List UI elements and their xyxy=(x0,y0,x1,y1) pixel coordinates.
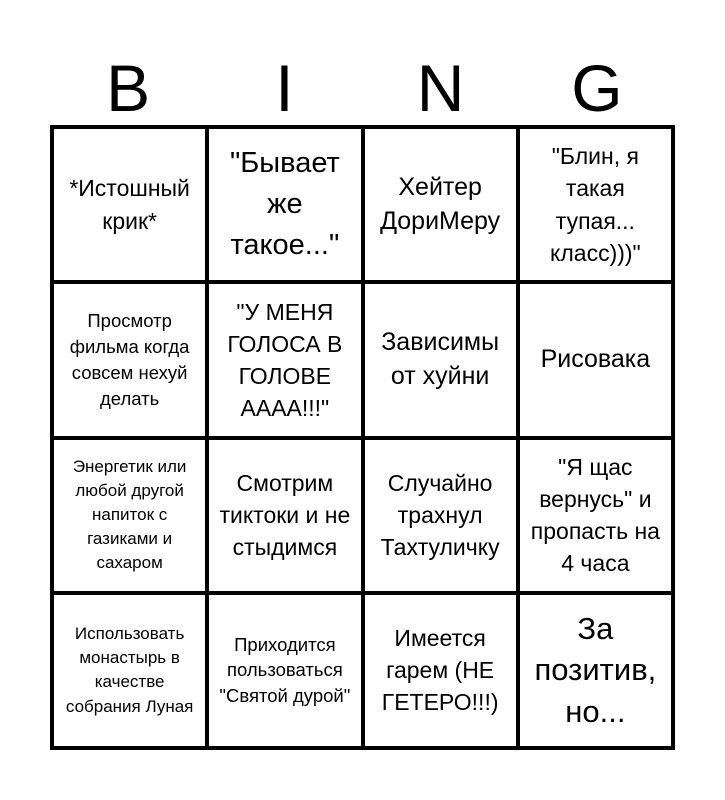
bingo-cell-r3c2[interactable] xyxy=(209,440,360,591)
header-letter-n: N xyxy=(416,51,465,125)
bingo-cell-r1c1[interactable] xyxy=(54,129,205,280)
bingo-cell-r1c2[interactable] xyxy=(209,129,360,280)
cell-text: Имеется гарем (НЕ ГЕТЕРО!!!) xyxy=(381,625,499,716)
cell-text: Смотрим тиктоки и не стыдимся xyxy=(219,469,351,561)
bingo-cell-r4c1[interactable] xyxy=(54,595,205,746)
header-letter-i: I xyxy=(275,51,294,125)
bingo-cell-r1c3[interactable] xyxy=(365,129,516,280)
bingo-cell-r3c4[interactable] xyxy=(520,440,671,591)
bingo-cell-r4c3[interactable] xyxy=(365,595,516,746)
cell-text: За позитив, но... xyxy=(534,610,657,730)
bingo-board xyxy=(50,125,675,750)
cell-text: "Блин, я такая тупая... класс)))" xyxy=(550,143,641,266)
cell-text: Энергетик или любой другой напиток с газиками и сахаром xyxy=(72,456,187,573)
bingo-cell-r2c2[interactable] xyxy=(209,284,360,435)
cell-text: Использовать монастырь в качестве собрания Луная xyxy=(65,624,194,716)
cell-text: "У МЕНЯ ГОЛОСА В ГОЛОВЕ АААА!!!" xyxy=(227,298,343,422)
bingo-header xyxy=(50,50,675,126)
bingo-cell-r4c4[interactable] xyxy=(520,595,671,746)
bingo-cell-r4c2[interactable] xyxy=(209,595,360,746)
cell-text: "Я щас вернусь" и пропасть на 4 часа xyxy=(530,453,660,577)
cell-text: Зависимы от хуйни xyxy=(381,328,500,390)
bingo-cell-r2c1[interactable] xyxy=(54,284,205,435)
bingo-cell-r1c4[interactable] xyxy=(520,129,671,280)
bingo-cell-r2c4[interactable] xyxy=(520,284,671,435)
cell-text: *Истошный крик* xyxy=(69,175,190,234)
bingo-cell-r3c3[interactable] xyxy=(365,440,516,591)
header-letter-g: G xyxy=(571,51,623,125)
header-letter-b: B xyxy=(106,51,151,125)
cell-text: Приходится пользоваться "Святой дурой" xyxy=(219,633,351,707)
bingo-cell-r2c3[interactable] xyxy=(365,284,516,435)
cell-text: Рисовака xyxy=(540,345,651,373)
cell-text: Просмотр фильма когда совсем нехуй делать xyxy=(69,310,190,409)
cell-text: Хейтер ДориМеру xyxy=(380,172,501,235)
cell-text: Случайно трахнул Тахтуличку xyxy=(380,469,500,561)
bingo-cell-r3c1[interactable] xyxy=(54,440,205,591)
cell-text: "Бывает же такое..." xyxy=(229,146,340,262)
